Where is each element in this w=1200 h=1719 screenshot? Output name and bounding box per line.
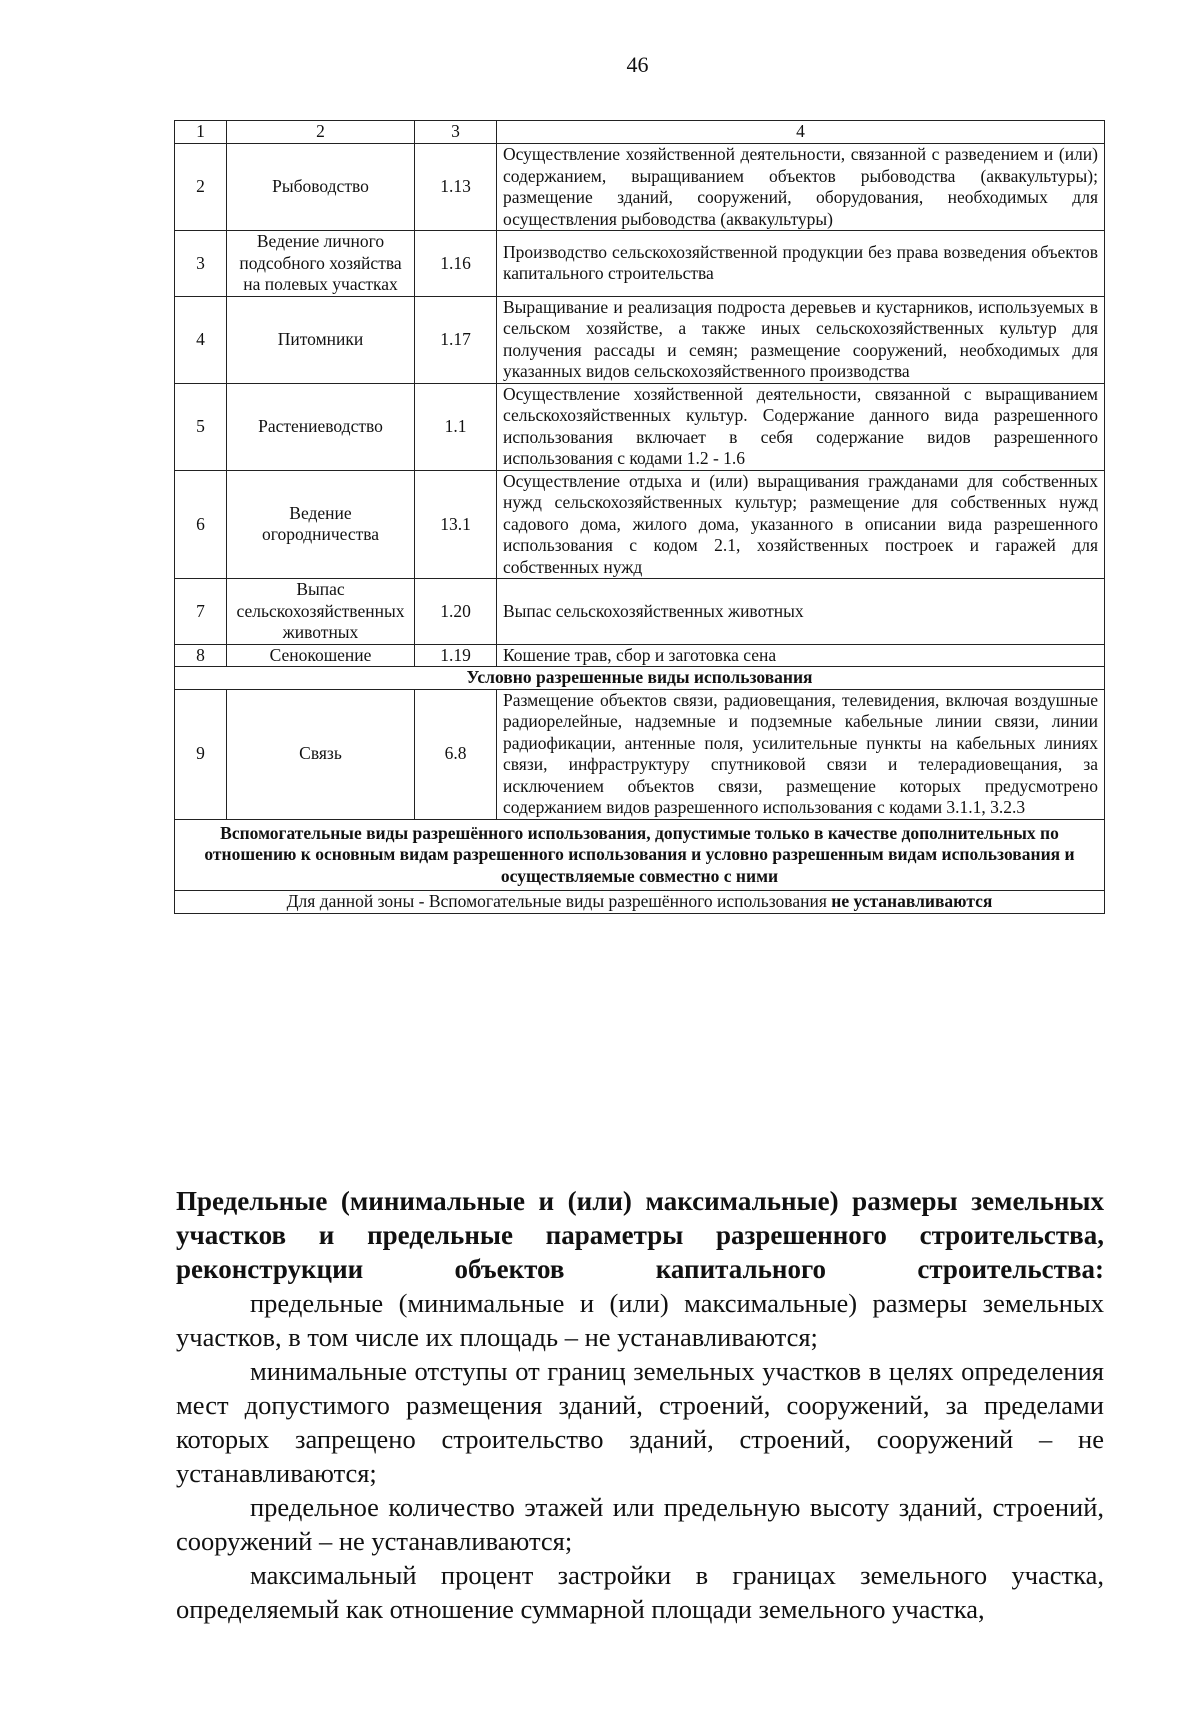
use-description: Размещение объектов связи, радиовещания, телевидения, включая воздушные радиорелейные, надземные и подземные кабельные линии связи, линии радиофикации, антенные поля, усилительные пункты на кабельных линиях связи, инфраструктуру спутниковой связи и телерадиовещания, за исключением объектов связи, размещение которых предусмотрено содержанием видов разрешенного использования с кодами 3.1.1, 3.2.3 bbox=[497, 689, 1105, 819]
use-code: 1.20 bbox=[415, 579, 497, 645]
use-name: Сенокошение bbox=[227, 644, 415, 667]
header-cell: 4 bbox=[497, 121, 1105, 144]
use-name: Растениеводство bbox=[227, 383, 415, 470]
table-row bbox=[175, 383, 1105, 470]
row-number: 2 bbox=[175, 144, 227, 231]
paragraph: предельные (минимальные и (или) максимальные) размеры земельных участков, в том числе их площадь – не устанавливаются; bbox=[176, 1288, 1104, 1352]
use-name: Связь bbox=[227, 689, 415, 819]
note-row bbox=[175, 891, 1105, 914]
land-use-table bbox=[174, 120, 1105, 914]
use-code: 1.13 bbox=[415, 144, 497, 231]
use-code: 1.17 bbox=[415, 296, 497, 383]
table-row bbox=[175, 470, 1105, 579]
row-number: 9 bbox=[175, 689, 227, 819]
use-code: 1.16 bbox=[415, 231, 497, 297]
row-number: 4 bbox=[175, 296, 227, 383]
use-name: Выпас сельскохозяйственных животных bbox=[227, 579, 415, 645]
section-row bbox=[175, 667, 1105, 690]
use-description: Выращивание и реализация подроста деревьев и кустарников, используемых в сельском хозяйстве, а также иных сельскохозяйственных культур для получения рассады и семян; размещение сооружений, необходимых для указанных видов сельскохозяйственного производства bbox=[497, 296, 1105, 383]
paragraph: максимальный процент застройки в границах земельного участка, определяемый как отношение суммарной площади земельного участка, bbox=[176, 1560, 1104, 1624]
auxiliary-uses-note bbox=[175, 891, 1105, 914]
table-row bbox=[175, 144, 1105, 231]
page-number: 46 bbox=[626, 52, 649, 77]
table-header-row bbox=[175, 121, 1105, 144]
table-row bbox=[175, 644, 1105, 667]
use-code: 1.1 bbox=[415, 383, 497, 470]
use-description: Осуществление хозяйственной деятельности, связанной с разведением и (или) содержанием, выращиванием объектов рыбоводства (аквакультуры); размещение зданий, сооружений, оборудования, необходимых для осуществления рыбоводства (аквакультуры) bbox=[497, 144, 1105, 231]
use-description: Осуществление хозяйственной деятельности, связанной с выращиванием сельскохозяйственных культур. Содержание данного вида разрешенного использования включает в себя содержание видов разрешенного использования с кодами 1.2 - 1.6 bbox=[497, 383, 1105, 470]
use-description: Осуществление отдыха и (или) выращивания гражданами для собственных нужд сельскохозяйственных культур; размещение для собственных нужд садового дома, жилого дома, указанного в описании вида разрешенного использования с кодом 2.1, хозяйственных построек и гаражей для собственных нужд bbox=[497, 470, 1105, 579]
use-name: Ведение личного подсобного хозяйства на полевых участках bbox=[227, 231, 415, 297]
use-description: Кошение трав, сбор и заготовка сена bbox=[497, 644, 1105, 667]
section-row bbox=[175, 819, 1105, 891]
section-heading: Предельные (минимальные и (или) максимальные) размеры земельных участков и предельные параметры разрешенного строительства, реконструкции объектов капитального строительства: bbox=[176, 1186, 1104, 1284]
use-name: Питомники bbox=[227, 296, 415, 383]
row-number: 6 bbox=[175, 470, 227, 579]
use-code: 6.8 bbox=[415, 689, 497, 819]
note-prefix: Для данной зоны - Вспомогательные виды разрешённого использования bbox=[286, 891, 832, 911]
table-row bbox=[175, 231, 1105, 297]
row-number: 3 bbox=[175, 231, 227, 297]
row-number: 7 bbox=[175, 579, 227, 645]
table-row bbox=[175, 689, 1105, 819]
auxiliary-uses-heading: Вспомогательные виды разрешённого использования, допустимые только в качестве дополнительных по отношению к основным видам разрешенного использования и условно разрешенным видам использования и осуществляемые совместно с ними bbox=[175, 819, 1105, 891]
paragraph: минимальные отступы от границ земельных участков в целях определения мест допустимого размещения зданий, строений, сооружений, за пределами которых запрещено строительство зданий, строений, сооружений – не устанавливаются; bbox=[176, 1356, 1104, 1488]
table-row bbox=[175, 579, 1105, 645]
use-code: 13.1 bbox=[415, 470, 497, 579]
use-code: 1.19 bbox=[415, 644, 497, 667]
row-number: 8 bbox=[175, 644, 227, 667]
section-body bbox=[176, 1286, 1104, 1626]
paragraph: предельное количество этажей или предельную высоту зданий, строений, сооружений – не устанавливаются; bbox=[176, 1492, 1104, 1556]
use-description: Выпас сельскохозяйственных животных bbox=[497, 579, 1105, 645]
note-bold: не устанавливаются bbox=[831, 891, 993, 911]
header-cell: 3 bbox=[415, 121, 497, 144]
header-cell: 1 bbox=[175, 121, 227, 144]
row-number: 5 bbox=[175, 383, 227, 470]
header-cell: 2 bbox=[227, 121, 415, 144]
table-row bbox=[175, 296, 1105, 383]
conditional-uses-heading: Условно разрешенные виды использования bbox=[175, 667, 1105, 690]
use-name: Ведение огородничества bbox=[227, 470, 415, 579]
use-name: Рыбоводство bbox=[227, 144, 415, 231]
use-description: Производство сельскохозяйственной продукции без права возведения объектов капитального строительства bbox=[497, 231, 1105, 297]
